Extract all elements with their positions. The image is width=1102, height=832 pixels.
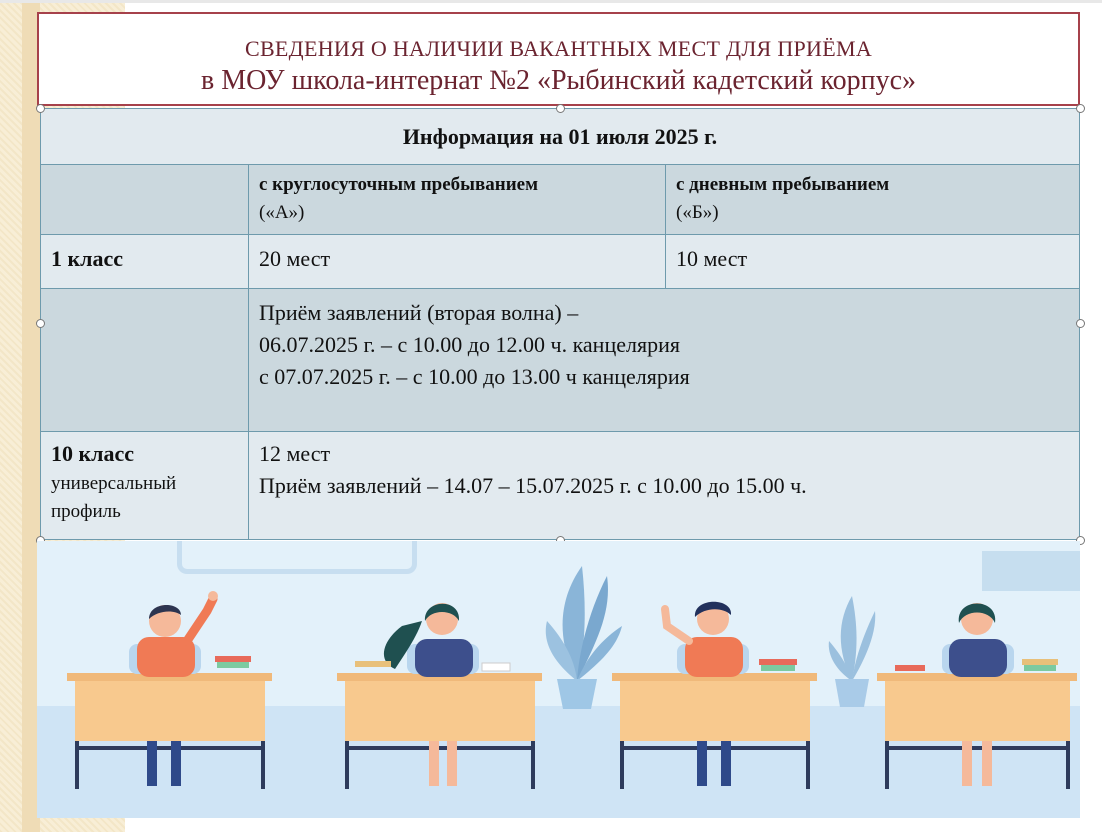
desk-3-icon <box>612 673 817 789</box>
row-3-seats: 12 мест <box>259 441 331 466</box>
plant-center-icon <box>546 566 622 709</box>
column-b-title: с дневным пребыванием <box>676 174 890 195</box>
column-header-b <box>666 165 1080 235</box>
column-a-title: с круглосуточным пребыванием <box>259 174 539 195</box>
row-1-col-b: 10 мест <box>666 235 1080 289</box>
row-2-line-1: Приём заявлений (вторая волна) – <box>259 300 579 325</box>
column-header-empty <box>41 165 249 235</box>
plant-right-icon <box>829 596 876 707</box>
desk-1-icon <box>67 673 272 789</box>
students-at-desks-drawing <box>37 541 1080 818</box>
row-1-col-a: 20 мест <box>249 235 666 289</box>
row-2-applications <box>249 289 1080 432</box>
row-3-class: 10 класс <box>51 441 135 466</box>
table-header-cell <box>41 109 1080 165</box>
resize-handle-middle-right[interactable] <box>1076 319 1085 328</box>
resize-handle-top-middle[interactable] <box>556 104 565 113</box>
title-textbox[interactable] <box>37 12 1080 106</box>
classroom-illustration <box>37 541 1080 818</box>
vacancy-table[interactable] <box>40 108 1080 540</box>
desk-2-icon <box>337 673 542 789</box>
column-a-code: («А») <box>259 202 305 223</box>
row-3-details <box>249 432 1080 540</box>
row-3-label <box>41 432 249 540</box>
row-2-line-2: 06.07.2025 г. – с 10.00 до 12.00 ч. канцелярия <box>259 332 680 357</box>
row-3-profile-2: профиль <box>51 501 121 522</box>
row-1-label: 1 класс <box>41 235 249 289</box>
row-2-line-3: с 07.07.2025 г. – с 10.00 до 13.00 ч канцелярия <box>259 364 690 389</box>
column-b-code: («Б») <box>676 202 719 223</box>
desk-4-icon <box>877 673 1077 789</box>
title-line-1: СВЕДЕНИЯ О НАЛИЧИИ ВАКАНТНЫХ МЕСТ ДЛЯ ПРИЁМА <box>244 36 873 61</box>
slide-top-edge <box>0 0 1102 3</box>
row-3-profile-1: универсальный <box>51 473 177 494</box>
resize-handle-top-right[interactable] <box>1076 104 1085 113</box>
column-header-a <box>249 165 666 235</box>
row-3-applications: Приём заявлений – 14.07 – 15.07.2025 г. с 10.00 до 15.00 ч. <box>259 473 807 498</box>
resize-handle-top-left[interactable] <box>36 104 45 113</box>
row-2-label-empty <box>41 289 249 432</box>
title-line-2: в МОУ школа-интернат №2 «Рыбинский кадетский корпус» <box>200 65 916 96</box>
resize-handle-middle-left[interactable] <box>36 319 45 328</box>
table-header-text: Информация на 01 июля 2025 г. <box>402 124 718 149</box>
